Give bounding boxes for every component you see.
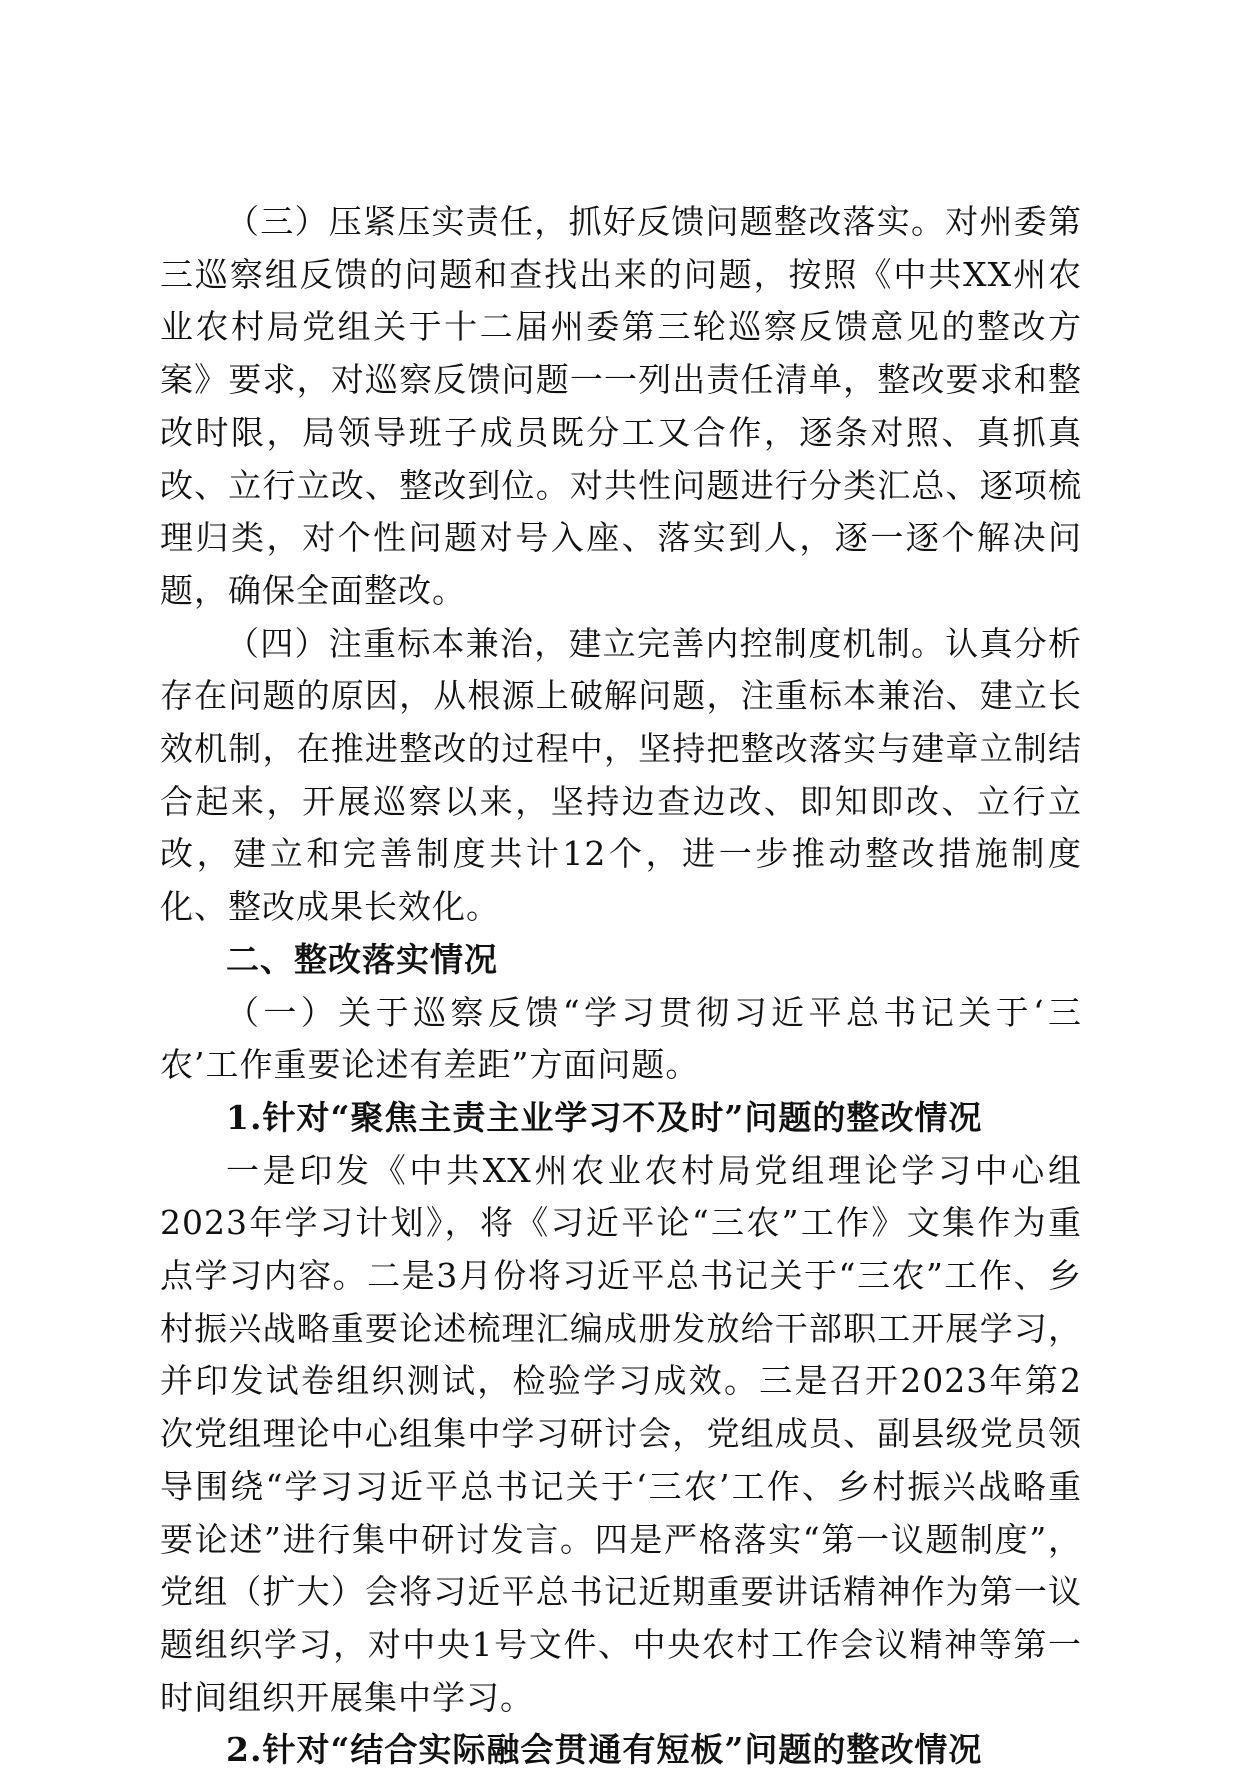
paragraph-responsibility: （三）压紧压实责任，抓好反馈问题整改落实。对州委第三巡察组反馈的问题和查找出来的问题，按照《中共XX州农业农村局党组关于十二届州委第三轮巡察反馈意见的整改方案》要求，对巡察反馈问题一一列出责任清单，整改要求和整改时限，局领导班子成员既分工又合作，逐条对照、真抓真改、立行立改、整改到位。对共性问题进行分类汇总、逐项梳理归类，对个性问题对号入座、落实到人，逐一逐个解决问题，确保全面整改。 xyxy=(160,202,1082,610)
paragraph-study-measures: 一是印发《中共XX州农业农村局党组理论学习中心组2023年学习计划》，将《习近平论“三农”工作》文集作为重点学习内容。二是3月份将习近平总书记关于“三农”工作、乡村振兴战略重要论述梳理汇编成册发放给干部职工开展学习，并印发试卷组织测试，检验学习成效。三是召开2023年第2次党组理论中心组集中学习研讨会，党组成员、副县级党员领导围绕“学习习近平总书记关于‘三农’工作、乡村振兴战略重要论述”进行集中研讨发言。四是严格落实“第一议题制度”，党组（扩大）会将习近平总书记近期重要讲话精神作为第一议题组织学习，对中央1号文件、中央农村工作会议精神等第一时间组织开展集中学习。 xyxy=(160,1150,1082,1717)
subheading-item-2: 2.针对“结合实际融会贯通有短板”问题的整改情况 xyxy=(226,1730,983,1770)
subheading-item-1: 1.针对“聚焦主责主业学习不及时”问题的整改情况 xyxy=(226,1097,983,1137)
document-page xyxy=(160,196,1082,1777)
section-heading-rectification: 二、整改落实情况 xyxy=(226,939,498,979)
paragraph-internal-control: （四）注重标本兼治，建立完善内控制度机制。认真分析存在问题的原因，从根源上破解问题，注重标本兼治、建立长效机制，在推进整改的过程中，坚持把整改落实与建章立制结合起来，开展巡察以来，坚持边查边改、即知即改、立行立改，建立和完善制度共计12个，进一步推动整改措施制度化、整改成果长效化。 xyxy=(160,623,1082,927)
paragraph-feedback-item-1: （一）关于巡察反馈“学习贯彻习近平总书记关于‘三农’工作重要论述有差距”方面问题。 xyxy=(160,992,1082,1085)
